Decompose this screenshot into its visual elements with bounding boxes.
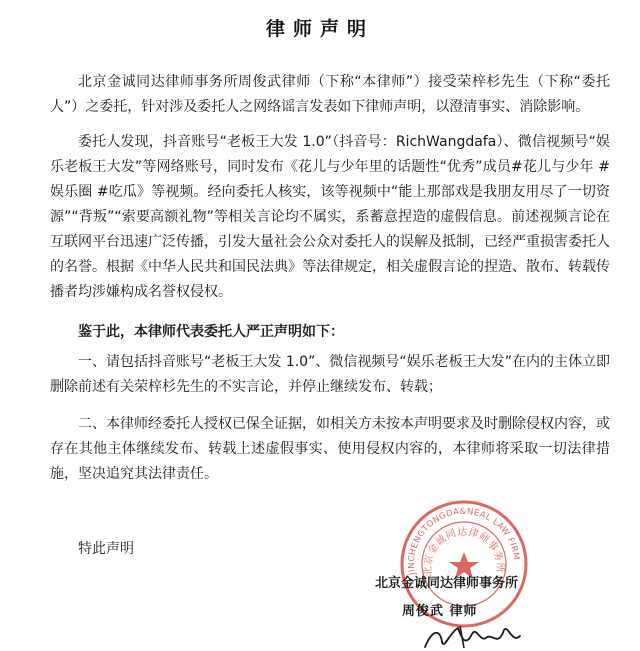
closing-statement: 特此声明 bbox=[78, 541, 134, 557]
svg-text:北京金诚同达律师事务所: 北京金诚同达律师事务所 bbox=[422, 526, 506, 577]
law-firm-name: 北京金诚同达律师事务所 bbox=[375, 576, 519, 591]
paragraph-demand-one: 一、请包括抖音账号“老板王大发 1.0”、微信视频号“娱乐老板王大发”在内的主体立即删除前述有关荣梓杉先生的不实言论，并停止继续发布、转载； bbox=[50, 354, 610, 395]
paragraph-declaration-lead: 鉴于此，本律师代表委托人严正声明如下： bbox=[78, 324, 344, 340]
paragraph-intro: 北京金诚同达律师事务所周俊武律师（下称“本律师”）接受荣梓杉先生（下称“委托人”）之委托，针对涉及委托人之网络谣言发表如下律师声明，以澄清事实、消除影响。 bbox=[50, 74, 610, 115]
paragraph-demand-two: 二、本律师经委托人授权已保全证据，如相关方未按本声明要求及时删除侵权内容，或存在其他主体继续发布、转载上述虚假事实、使用侵权内容的，本律师将采取一切法律措施，坚决追究其法律责任。 bbox=[50, 416, 610, 482]
document-title: 律师声明 bbox=[265, 18, 374, 40]
paragraph-facts: 委托人发现，抖音账号“老板王大发 1.0”（抖音号：RichWangdafa）、微信视频号“娱乐老板王大发”等网络账号，同时发布《花儿与少年里的话题性“优秀”成员#花儿与少年 #娱乐圈 #吃瓜》等视频。经向委托人核实，该等视频中“能上那部戏是我朋友用尽了一切资源”“背叛”“索要高额礼物”等相关言论均不属实，系蓄意捏造的虚假信息。前述视频言论在互联网平台迅速广泛传播，引发大量社会公众对委托人的误解及抵制，已经严重损害委托人的名誉。根据《中华人民共和国民法典》等法律规定，相关虚假言论的捏造、散布、转载传播者均涉嫌构成名誉权侵权。 bbox=[50, 134, 610, 300]
lawyer-signature-line: 周俊武 律师 bbox=[402, 604, 478, 619]
svg-text:JINCHENGTONGDA&NEAL LAW FIRM: JINCHENGTONGDA&NEAL LAW FIRM bbox=[406, 506, 521, 576]
handwritten-signature-icon bbox=[420, 622, 540, 651]
